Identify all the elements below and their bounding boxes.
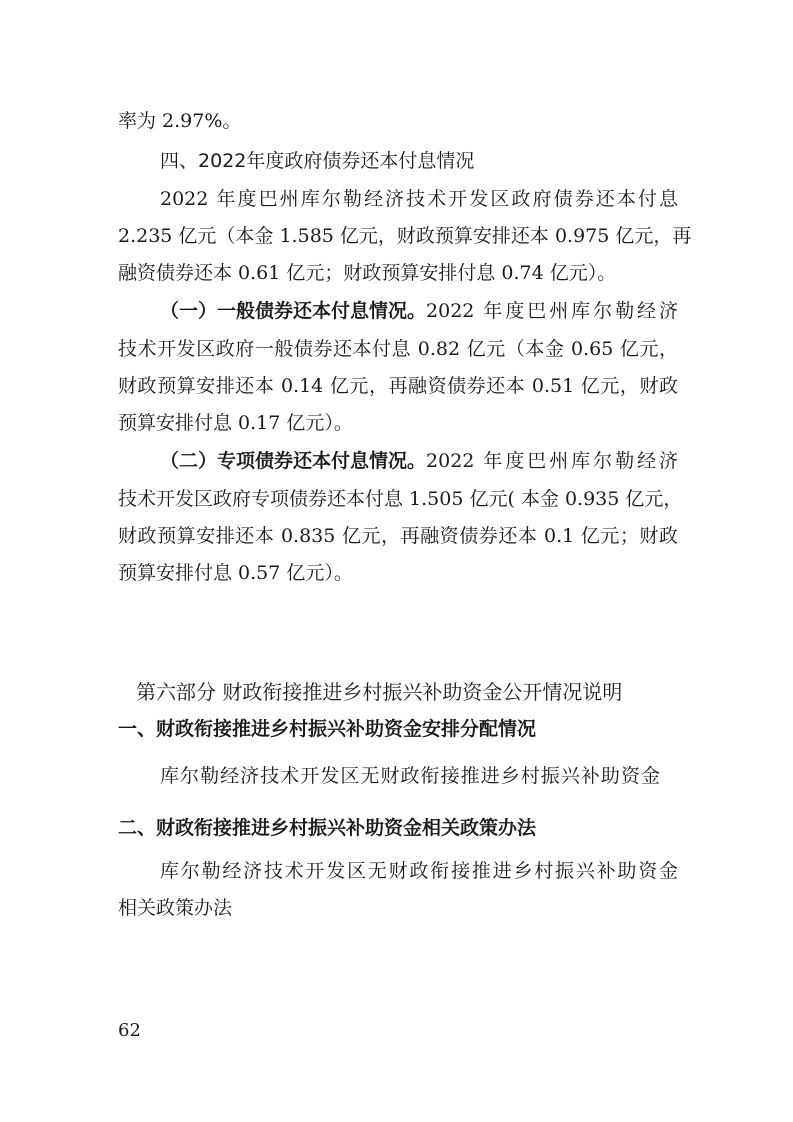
paragraph-line: 库尔勒经济技术开发区无财政衔接推进乡村振兴补助资金 — [160, 860, 678, 882]
text-line: 率为 2.97%。 — [118, 110, 242, 132]
paragraph-line: 融资债券还本 0.61 亿元；财政预算安排付息 0.74 亿元）。 — [118, 262, 617, 284]
section-heading: 四、2022年度政府债券还本付息情况 — [160, 150, 475, 172]
subsection-heading: （一）一般债券还本付息情况。 — [160, 300, 427, 322]
paragraph-line: 相关政策办法 — [118, 897, 233, 919]
paragraph-line: 2022 年度巴州库尔勒经济技术开发区政府债券还本付息 — [160, 188, 678, 210]
subsection-line — [160, 296, 678, 323]
paragraph-line: 2022 年度巴州库尔勒经济 — [426, 300, 678, 322]
paragraph-line: 技术开发区政府专项债券还本付息 1.505 亿元( 本金 0.935 亿元， — [118, 488, 683, 510]
part-title: 第六部分 财政衔接推进乡村振兴补助资金公开情况说明 — [136, 680, 623, 704]
paragraph-line: 预算安排付息 0.57 亿元）。 — [118, 562, 353, 584]
paragraph-line: 库尔勒经济技术开发区无财政衔接推进乡村振兴补助资金 — [160, 765, 660, 787]
paragraph-line: 2022 年度巴州库尔勒经济 — [426, 450, 678, 472]
subsection-heading: （二）专项债券还本付息情况。 — [160, 450, 427, 472]
paragraph-line: 2.235 亿元（本金 1.585 亿元，财政预算安排还本 0.975 亿元，再 — [118, 225, 692, 247]
part-subheading: 二、财政衔接推进乡村振兴补助资金相关政策办法 — [118, 817, 537, 839]
part-subheading: 一、财政衔接推进乡村振兴补助资金安排分配情况 — [118, 718, 537, 740]
page-number: 62 — [118, 1020, 141, 1041]
paragraph-line: 预算安排付息 0.17 亿元）。 — [118, 412, 353, 434]
paragraph-line: 财政预算安排还本 0.835 亿元，再融资债券还本 0.1 亿元；财政 — [118, 525, 678, 547]
paragraph-line: 财政预算安排还本 0.14 亿元，再融资债券还本 0.51 亿元，财政 — [118, 375, 678, 397]
subsection-line — [160, 446, 678, 473]
paragraph-line: 技术开发区政府一般债券还本付息 0.82 亿元（本金 0.65 亿元， — [118, 338, 678, 360]
